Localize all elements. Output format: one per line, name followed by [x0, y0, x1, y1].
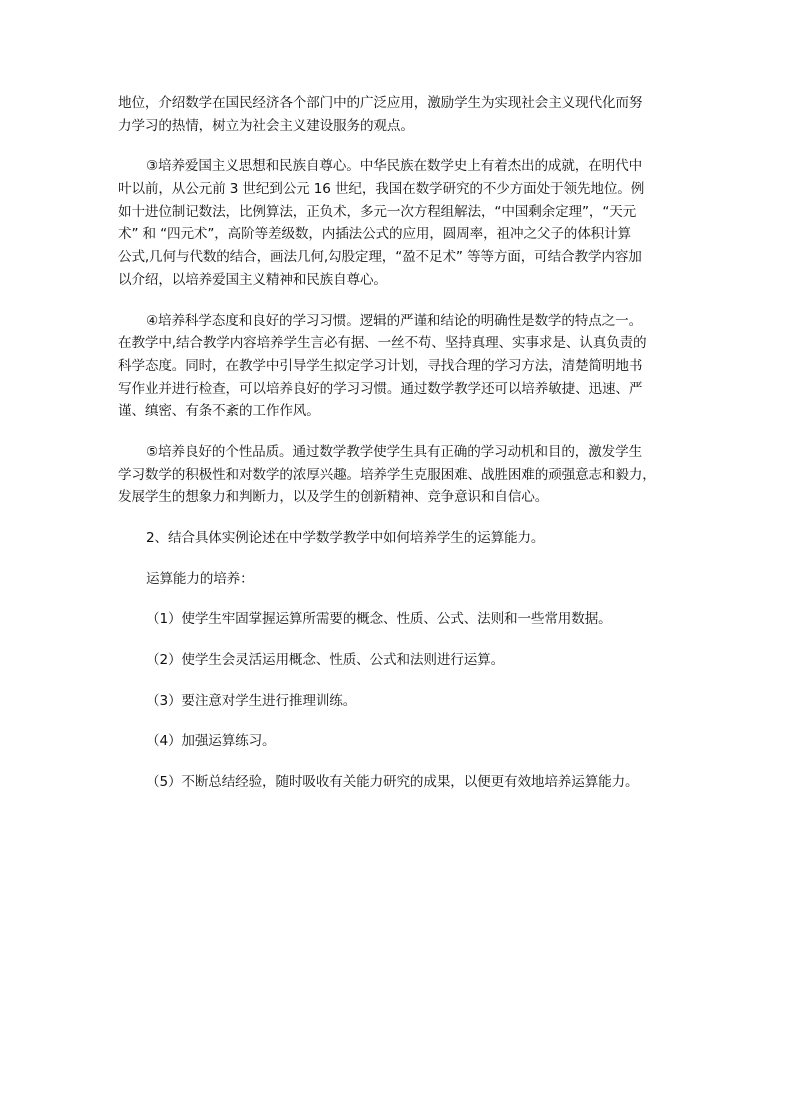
- text-line: 公式,几何与代数的结合，画法几何,勾股定理，“盈不足术” 等等方面，可结合教学内容加: [118, 249, 642, 266]
- list-item-text: （3）要注意对学生进行推理训练。: [146, 692, 357, 709]
- document-page: [118, 92, 688, 812]
- text-line: 如十进位制记数法，比例算法，正负术，多元一次方程组解法，“中国剩余定理”，“天元: [118, 203, 637, 220]
- text-line: 科学态度。同时，在教学中引导学生拟定学习计划，寻找合理的学习方法，清楚简明地书: [118, 357, 643, 374]
- text-line: 学习数学的积极性和对数学的浓厚兴趣。培养学生克服困难、战胜困难的顽强意志和毅力，: [118, 466, 656, 483]
- paragraph-patriotism-intro: [118, 92, 688, 137]
- paragraph-personality: [118, 441, 688, 509]
- list-item: [118, 730, 688, 753]
- answer-heading-text: 运算能力的培养：: [146, 570, 254, 587]
- text-line: 力学习的热情，树立为社会主义建设服务的观点。: [118, 117, 414, 134]
- list-item: [118, 771, 688, 794]
- list-item-text: （4）加强运算练习。: [146, 733, 276, 750]
- question-text: 2、结合具体实例论述在中学数学教学中如何培养学生的运算能力。: [146, 530, 545, 546]
- text-line: 地位，介绍数学在国民经济各个部门中的广泛应用，激励学生为实现社会主义现代化而努: [118, 95, 643, 111]
- paragraph-scientific-attitude: [118, 310, 688, 423]
- text-line: ⑤培养良好的个性品质。通过数学教学使学生具有正确的学习动机和目的，激发学生: [146, 443, 643, 460]
- text-line: 发展学生的想象力和判断力，以及学生的创新精神、竞争意识和自信心。: [118, 489, 549, 506]
- text-line: ③培养爱国主义思想和民族自尊心。中华民族在数学史上有着杰出的成就，在明代中: [146, 158, 643, 175]
- text-line: 写作业并进行检查，可以培养良好的学习习惯。通过数学教学还可以培养敏捷、迅速、严: [118, 380, 643, 397]
- answer-heading: [118, 568, 688, 591]
- text-line: ④培养科学态度和良好的学习习惯。逻辑的严谨和结论的明确性是数学的特点之一。: [146, 312, 643, 329]
- list-item-text: （2）使学生会灵活运用概念、性质、公式和法则进行运算。: [146, 652, 505, 669]
- text-line: 谨、缜密、有条不紊的工作作风。: [118, 403, 320, 420]
- list-item: [118, 608, 688, 631]
- list-item: [118, 649, 688, 672]
- list-item-text: （5）不断总结经验，随时吸收有关能力研究的成果，以便更有效地培养运算能力。: [146, 774, 639, 791]
- text-line: 以介绍，以培养爱国主义精神和民族自尊心。: [118, 271, 387, 288]
- text-line: 叶以前，从公元前 3 世纪到公元 16 世纪，我国在数学研究的不少方面处于领先地位。例: [118, 181, 645, 198]
- question-heading: [118, 527, 688, 550]
- paragraph-patriotism: [118, 155, 688, 291]
- text-line: 在教学中,结合教学内容培养学生言必有据、一丝不苟、坚持真理、实事求是、认真负责的: [118, 335, 647, 352]
- text-line: 术” 和 “四元术”，高阶等差级数，内插法公式的应用，圆周率，祖冲之父子的体积计算: [118, 226, 631, 243]
- list-item-text: （1）使学生牢固掌握运算所需要的概念、性质、公式、法则和一些常用数据。: [146, 611, 612, 628]
- list-item: [118, 690, 688, 713]
